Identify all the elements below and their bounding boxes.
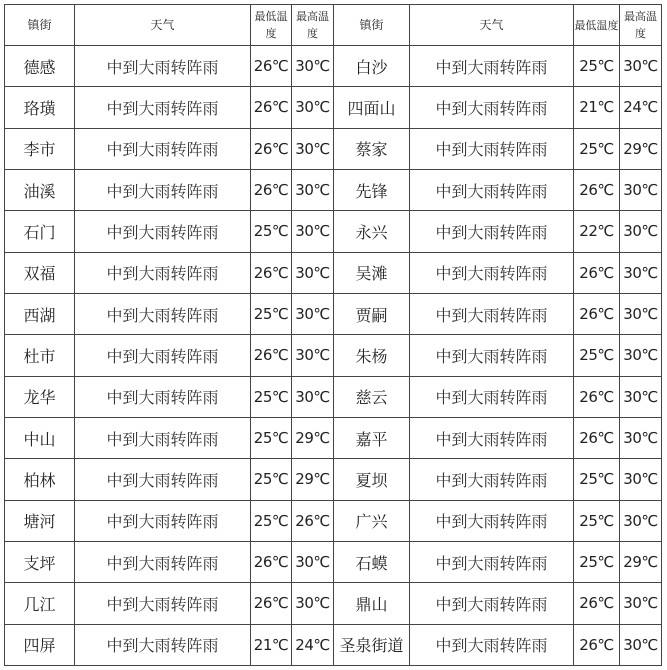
high-temp-cell: 30℃ [620,417,662,458]
high-temp-cell: 24℃ [292,624,334,665]
header-row [5,5,662,46]
town-cell: 双福 [5,252,75,293]
high-temp-cell: 30℃ [620,46,662,87]
high-temp-cell: 30℃ [292,583,334,624]
town-cell: 柏林 [5,459,75,500]
weather-forecast-table [4,4,662,666]
weather-cell: 中到大雨转阵雨 [75,128,251,169]
town-cell: 石门 [5,211,75,252]
town-cell: 广兴 [334,500,410,541]
low-temp-cell: 25℃ [574,500,620,541]
low-temp-cell: 26℃ [574,293,620,334]
header-high-temp: 最高温度 [292,5,334,46]
table-row [5,169,662,210]
town-cell: 朱杨 [334,335,410,376]
weather-cell: 中到大雨转阵雨 [410,128,574,169]
table-row [5,417,662,458]
low-temp-cell: 25℃ [251,417,292,458]
town-cell: 李市 [5,128,75,169]
low-temp-cell: 26℃ [251,335,292,376]
high-temp-cell: 30℃ [620,169,662,210]
weather-cell: 中到大雨转阵雨 [75,169,251,210]
header-weather: 天气 [410,5,574,46]
low-temp-cell: 26℃ [574,252,620,293]
weather-cell: 中到大雨转阵雨 [75,376,251,417]
high-temp-cell: 30℃ [620,211,662,252]
weather-cell: 中到大雨转阵雨 [410,583,574,624]
high-temp-cell: 24℃ [620,87,662,128]
weather-cell: 中到大雨转阵雨 [410,293,574,334]
low-temp-cell: 26℃ [574,583,620,624]
weather-cell: 中到大雨转阵雨 [75,459,251,500]
town-cell: 鼎山 [334,583,410,624]
town-cell: 白沙 [334,46,410,87]
weather-cell: 中到大雨转阵雨 [410,624,574,665]
low-temp-cell: 26℃ [574,169,620,210]
high-temp-cell: 30℃ [620,252,662,293]
low-temp-cell: 25℃ [574,459,620,500]
weather-cell: 中到大雨转阵雨 [75,335,251,376]
weather-cell: 中到大雨转阵雨 [410,417,574,458]
high-temp-cell: 30℃ [292,87,334,128]
weather-cell: 中到大雨转阵雨 [410,211,574,252]
low-temp-cell: 25℃ [574,46,620,87]
high-temp-cell: 30℃ [292,293,334,334]
low-temp-cell: 21℃ [251,624,292,665]
town-cell: 油溪 [5,169,75,210]
table-row [5,500,662,541]
town-cell: 四面山 [334,87,410,128]
town-cell: 中山 [5,417,75,458]
table-row [5,87,662,128]
weather-cell: 中到大雨转阵雨 [75,252,251,293]
weather-cell: 中到大雨转阵雨 [410,169,574,210]
town-cell: 贾嗣 [334,293,410,334]
header-low-temp: 最低温度 [251,5,292,46]
table-row [5,459,662,500]
weather-cell: 中到大雨转阵雨 [410,500,574,541]
high-temp-cell: 29℃ [620,128,662,169]
low-temp-cell: 26℃ [574,376,620,417]
high-temp-cell: 30℃ [292,128,334,169]
table-body [5,46,662,666]
weather-cell: 中到大雨转阵雨 [410,87,574,128]
low-temp-cell: 21℃ [574,87,620,128]
low-temp-cell: 22℃ [574,211,620,252]
table-row [5,252,662,293]
high-temp-cell: 29℃ [292,459,334,500]
town-cell: 西湖 [5,293,75,334]
table-row [5,624,662,665]
high-temp-cell: 29℃ [292,417,334,458]
high-temp-cell: 30℃ [292,252,334,293]
high-temp-cell: 30℃ [620,624,662,665]
table-row [5,335,662,376]
town-cell: 慈云 [334,376,410,417]
weather-cell: 中到大雨转阵雨 [75,541,251,582]
weather-cell: 中到大雨转阵雨 [75,624,251,665]
town-cell: 蔡家 [334,128,410,169]
town-cell: 杜市 [5,335,75,376]
high-temp-cell: 30℃ [292,376,334,417]
high-temp-cell: 30℃ [292,169,334,210]
high-temp-cell: 30℃ [620,583,662,624]
table-row [5,211,662,252]
low-temp-cell: 25℃ [574,335,620,376]
weather-cell: 中到大雨转阵雨 [75,500,251,541]
low-temp-cell: 26℃ [251,87,292,128]
weather-cell: 中到大雨转阵雨 [410,541,574,582]
high-temp-cell: 30℃ [292,335,334,376]
high-temp-cell: 30℃ [292,46,334,87]
header-town: 镇街 [5,5,75,46]
table-row [5,293,662,334]
high-temp-cell: 30℃ [620,293,662,334]
low-temp-cell: 26℃ [251,128,292,169]
low-temp-cell: 26℃ [251,252,292,293]
weather-cell: 中到大雨转阵雨 [410,459,574,500]
high-temp-cell: 30℃ [620,376,662,417]
low-temp-cell: 25℃ [251,500,292,541]
low-temp-cell: 25℃ [251,293,292,334]
weather-cell: 中到大雨转阵雨 [75,87,251,128]
table-row [5,541,662,582]
town-cell: 德感 [5,46,75,87]
low-temp-cell: 25℃ [574,128,620,169]
weather-cell: 中到大雨转阵雨 [410,376,574,417]
header-high-temp: 最高温度 [620,5,662,46]
low-temp-cell: 25℃ [251,459,292,500]
header-weather: 天气 [75,5,251,46]
low-temp-cell: 26℃ [251,169,292,210]
weather-cell: 中到大雨转阵雨 [410,46,574,87]
high-temp-cell: 30℃ [620,459,662,500]
town-cell: 石蟆 [334,541,410,582]
low-temp-cell: 26℃ [251,541,292,582]
table-row [5,46,662,87]
table-row [5,583,662,624]
town-cell: 永兴 [334,211,410,252]
town-cell: 几江 [5,583,75,624]
weather-cell: 中到大雨转阵雨 [75,583,251,624]
table-row [5,376,662,417]
town-cell: 龙华 [5,376,75,417]
weather-cell: 中到大雨转阵雨 [410,252,574,293]
high-temp-cell: 30℃ [292,211,334,252]
low-temp-cell: 26℃ [574,417,620,458]
header-low-temp: 最低温度 [574,5,620,46]
table-header [5,5,662,46]
town-cell: 支坪 [5,541,75,582]
town-cell: 圣泉街道 [334,624,410,665]
weather-cell: 中到大雨转阵雨 [75,293,251,334]
weather-cell: 中到大雨转阵雨 [75,211,251,252]
weather-cell: 中到大雨转阵雨 [410,335,574,376]
weather-cell: 中到大雨转阵雨 [75,46,251,87]
high-temp-cell: 29℃ [620,541,662,582]
low-temp-cell: 26℃ [574,624,620,665]
high-temp-cell: 30℃ [620,500,662,541]
header-town: 镇街 [334,5,410,46]
weather-cell: 中到大雨转阵雨 [75,417,251,458]
town-cell: 四屏 [5,624,75,665]
low-temp-cell: 26℃ [251,46,292,87]
town-cell: 珞璜 [5,87,75,128]
town-cell: 夏坝 [334,459,410,500]
high-temp-cell: 30℃ [620,335,662,376]
town-cell: 先锋 [334,169,410,210]
table-row [5,128,662,169]
town-cell: 吴滩 [334,252,410,293]
high-temp-cell: 30℃ [292,541,334,582]
high-temp-cell: 26℃ [292,500,334,541]
low-temp-cell: 25℃ [574,541,620,582]
low-temp-cell: 25℃ [251,211,292,252]
low-temp-cell: 25℃ [251,376,292,417]
town-cell: 嘉平 [334,417,410,458]
town-cell: 塘河 [5,500,75,541]
low-temp-cell: 26℃ [251,583,292,624]
